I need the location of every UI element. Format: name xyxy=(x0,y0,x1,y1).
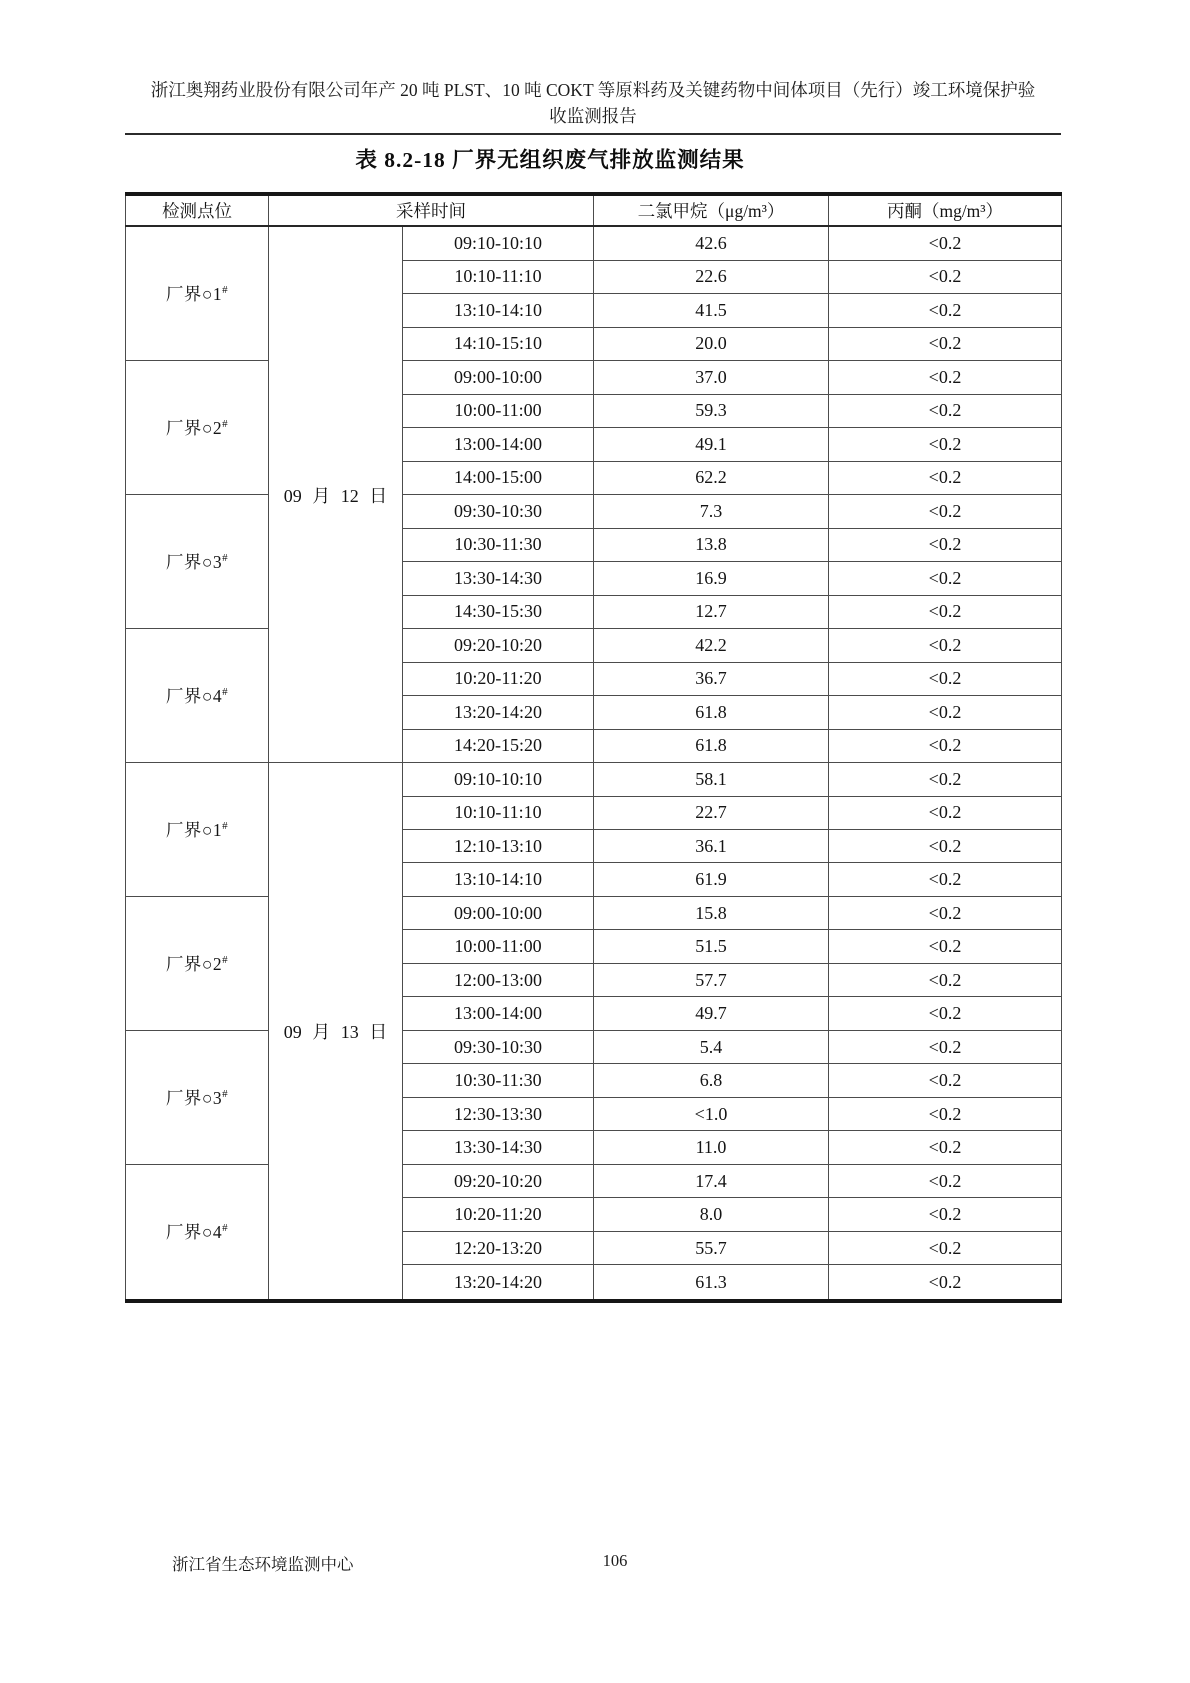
dcm-value-cell: 5.4 xyxy=(594,1030,829,1063)
acetone-value-cell: <0.2 xyxy=(829,461,1062,494)
column-header-point: 检测点位 xyxy=(126,194,269,226)
acetone-value-cell: <0.2 xyxy=(829,696,1062,729)
table-header-row xyxy=(126,194,1062,226)
acetone-value-cell: <0.2 xyxy=(829,863,1062,896)
acetone-value-cell: <0.2 xyxy=(829,796,1062,829)
acetone-value-cell: <0.2 xyxy=(829,963,1062,996)
time-cell: 13:20-14:20 xyxy=(403,696,594,729)
time-cell: 10:30-11:30 xyxy=(403,528,594,561)
acetone-value-cell: <0.2 xyxy=(829,930,1062,963)
acetone-value-cell: <0.2 xyxy=(829,361,1062,394)
time-cell: 12:00-13:00 xyxy=(403,963,594,996)
table-row xyxy=(126,361,1062,394)
time-cell: 13:00-14:00 xyxy=(403,997,594,1030)
point-cell: 厂界○4# xyxy=(126,629,269,763)
dcm-value-cell: 36.7 xyxy=(594,662,829,695)
time-cell: 14:10-15:10 xyxy=(403,327,594,360)
time-cell: 13:10-14:10 xyxy=(403,294,594,327)
time-cell: 10:10-11:10 xyxy=(403,260,594,293)
point-cell: 厂界○1# xyxy=(126,226,269,361)
dcm-value-cell: 22.7 xyxy=(594,796,829,829)
dcm-value-cell: 7.3 xyxy=(594,495,829,528)
point-cell: 厂界○3# xyxy=(126,495,269,629)
time-cell: 14:00-15:00 xyxy=(403,461,594,494)
time-cell: 13:00-14:00 xyxy=(403,428,594,461)
monitoring-table xyxy=(125,192,1062,1303)
dcm-value-cell: 22.6 xyxy=(594,260,829,293)
time-cell: 09:10-10:10 xyxy=(403,763,594,796)
point-cell: 厂界○2# xyxy=(126,896,269,1030)
dcm-value-cell: 37.0 xyxy=(594,361,829,394)
dcm-value-cell: 42.6 xyxy=(594,226,829,260)
dcm-value-cell: 59.3 xyxy=(594,394,829,427)
dcm-value-cell: 58.1 xyxy=(594,763,829,796)
dcm-value-cell: 11.0 xyxy=(594,1131,829,1164)
column-header-dcm: 二氯甲烷（μg/m³） xyxy=(594,194,829,226)
page-number: 106 xyxy=(602,1551,628,1570)
acetone-value-cell: <0.2 xyxy=(829,528,1062,561)
column-header-acetone: 丙酮（mg/m³） xyxy=(829,194,1062,226)
time-cell: 13:20-14:20 xyxy=(403,1265,594,1301)
time-cell: 09:30-10:30 xyxy=(403,495,594,528)
time-cell: 10:00-11:00 xyxy=(403,930,594,963)
dcm-value-cell: 51.5 xyxy=(594,930,829,963)
time-cell: 12:20-13:20 xyxy=(403,1231,594,1264)
dcm-value-cell: 62.2 xyxy=(594,461,829,494)
acetone-value-cell: <0.2 xyxy=(829,1231,1062,1264)
dcm-value-cell: 16.9 xyxy=(594,562,829,595)
acetone-value-cell: <0.2 xyxy=(829,495,1062,528)
time-cell: 13:30-14:30 xyxy=(403,1131,594,1164)
dcm-value-cell: 13.8 xyxy=(594,528,829,561)
acetone-value-cell: <0.2 xyxy=(829,260,1062,293)
acetone-value-cell: <0.2 xyxy=(829,763,1062,796)
acetone-value-cell: <0.2 xyxy=(829,294,1062,327)
time-cell: 12:30-13:30 xyxy=(403,1097,594,1130)
acetone-value-cell: <0.2 xyxy=(829,829,1062,862)
acetone-value-cell: <0.2 xyxy=(829,729,1062,762)
dcm-value-cell: <1.0 xyxy=(594,1097,829,1130)
dcm-value-cell: 6.8 xyxy=(594,1064,829,1097)
dcm-value-cell: 17.4 xyxy=(594,1164,829,1197)
table-title: 表 8.2-18 厂界无组织废气排放监测结果 xyxy=(355,148,745,172)
acetone-value-cell: <0.2 xyxy=(829,1198,1062,1231)
time-cell: 14:30-15:30 xyxy=(403,595,594,628)
table-row xyxy=(126,495,1062,528)
dcm-value-cell: 55.7 xyxy=(594,1231,829,1264)
acetone-value-cell: <0.2 xyxy=(829,1131,1062,1164)
table-row xyxy=(126,763,1062,796)
time-cell: 09:20-10:20 xyxy=(403,1164,594,1197)
dcm-value-cell: 20.0 xyxy=(594,327,829,360)
date-cell: 09 月 13 日 xyxy=(269,763,403,1301)
table-row xyxy=(126,1164,1062,1197)
acetone-value-cell: <0.2 xyxy=(829,662,1062,695)
dcm-value-cell: 36.1 xyxy=(594,829,829,862)
time-cell: 10:30-11:30 xyxy=(403,1064,594,1097)
acetone-value-cell: <0.2 xyxy=(829,1064,1062,1097)
dcm-value-cell: 49.1 xyxy=(594,428,829,461)
time-cell: 13:30-14:30 xyxy=(403,562,594,595)
point-cell: 厂界○4# xyxy=(126,1164,269,1301)
header-divider xyxy=(125,133,1061,135)
acetone-value-cell: <0.2 xyxy=(829,327,1062,360)
acetone-value-cell: <0.2 xyxy=(829,595,1062,628)
dcm-value-cell: 15.8 xyxy=(594,896,829,929)
point-cell: 厂界○1# xyxy=(126,763,269,897)
acetone-value-cell: <0.2 xyxy=(829,394,1062,427)
dcm-value-cell: 61.8 xyxy=(594,729,829,762)
date-cell: 09 月 12 日 xyxy=(269,226,403,763)
time-cell: 10:20-11:20 xyxy=(403,662,594,695)
table-row xyxy=(126,629,1062,662)
time-cell: 10:00-11:00 xyxy=(403,394,594,427)
acetone-value-cell: <0.2 xyxy=(829,1164,1062,1197)
table-row xyxy=(126,896,1062,929)
time-cell: 09:10-10:10 xyxy=(403,226,594,260)
acetone-value-cell: <0.2 xyxy=(829,1030,1062,1063)
dcm-value-cell: 42.2 xyxy=(594,629,829,662)
time-cell: 10:20-11:20 xyxy=(403,1198,594,1231)
table-row xyxy=(126,1030,1062,1063)
acetone-value-cell: <0.2 xyxy=(829,226,1062,260)
point-cell: 厂界○3# xyxy=(126,1030,269,1164)
dcm-value-cell: 61.3 xyxy=(594,1265,829,1301)
column-header-sampling-time: 采样时间 xyxy=(269,194,594,226)
time-cell: 09:30-10:30 xyxy=(403,1030,594,1063)
dcm-value-cell: 61.8 xyxy=(594,696,829,729)
acetone-value-cell: <0.2 xyxy=(829,896,1062,929)
dcm-value-cell: 41.5 xyxy=(594,294,829,327)
time-cell: 10:10-11:10 xyxy=(403,796,594,829)
document-header-line2: 收监测报告 xyxy=(549,105,637,126)
dcm-value-cell: 57.7 xyxy=(594,963,829,996)
dcm-value-cell: 12.7 xyxy=(594,595,829,628)
acetone-value-cell: <0.2 xyxy=(829,1097,1062,1130)
time-cell: 12:10-13:10 xyxy=(403,829,594,862)
acetone-value-cell: <0.2 xyxy=(829,997,1062,1030)
document-header xyxy=(125,78,1061,129)
table-row xyxy=(126,226,1062,260)
time-cell: 13:10-14:10 xyxy=(403,863,594,896)
footer-organization: 浙江省生态环境监测中心 xyxy=(172,1555,354,1574)
time-cell: 14:20-15:20 xyxy=(403,729,594,762)
acetone-value-cell: <0.2 xyxy=(829,428,1062,461)
point-cell: 厂界○2# xyxy=(126,361,269,495)
acetone-value-cell: <0.2 xyxy=(829,629,1062,662)
acetone-value-cell: <0.2 xyxy=(829,1265,1062,1301)
acetone-value-cell: <0.2 xyxy=(829,562,1062,595)
dcm-value-cell: 8.0 xyxy=(594,1198,829,1231)
time-cell: 09:20-10:20 xyxy=(403,629,594,662)
dcm-value-cell: 49.7 xyxy=(594,997,829,1030)
dcm-value-cell: 61.9 xyxy=(594,863,829,896)
time-cell: 09:00-10:00 xyxy=(403,361,594,394)
document-header-line1: 浙江奥翔药业股份有限公司年产 20 吨 PLST、10 吨 COKT 等原料药及关键药物中间体项目（先行）竣工环境保护验 xyxy=(150,80,1036,100)
time-cell: 09:00-10:00 xyxy=(403,896,594,929)
